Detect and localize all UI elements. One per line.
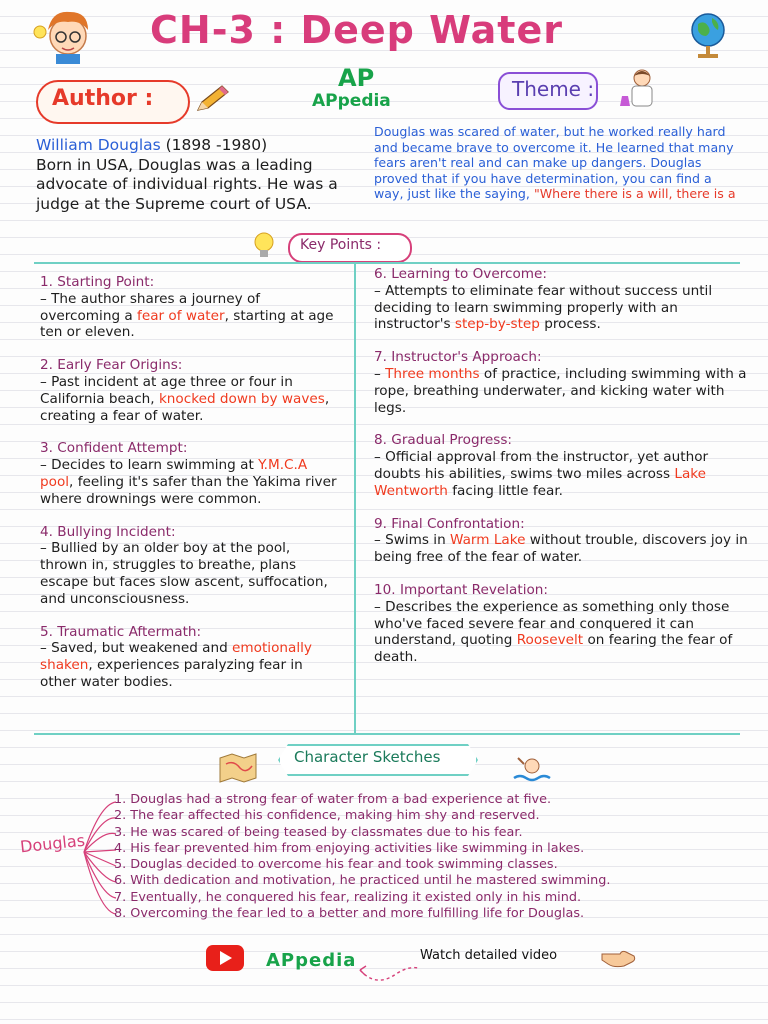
- key-point-title: 6. Learning to Overcome:: [374, 266, 547, 282]
- key-point-text: of practice, including swimming with a rope, breathing underwater, and kicking water with legs.: [374, 365, 747, 416]
- scientist-icon: [618, 66, 662, 110]
- key-point-highlight: Roosevelt: [516, 632, 584, 649]
- key-point-text: , feeling it's safer than the Yakima river where drownings were common.: [40, 473, 337, 507]
- pointing-hand-icon: [600, 944, 636, 970]
- key-point-title: 8. Gradual Progress:: [374, 432, 513, 449]
- key-point-item: [40, 440, 340, 507]
- theme-quote: "Where there is a will, there is a: [533, 186, 736, 202]
- globe-icon: [686, 10, 730, 60]
- list-item: 2. The fear affected his confidence, making him shy and reserved.: [114, 808, 540, 824]
- key-point-highlight: knocked down by waves: [158, 390, 325, 407]
- top-divider: [34, 262, 740, 264]
- key-points-right-column: [374, 266, 754, 682]
- key-point-title: 1. Starting Point:: [40, 274, 155, 290]
- bottom-divider: [34, 733, 740, 735]
- pencil-icon: [194, 84, 230, 114]
- key-point-text: facing little fear.: [447, 482, 564, 499]
- character-sketch-list: [114, 792, 734, 922]
- key-point-title: 7. Instructor's Approach:: [374, 349, 542, 366]
- key-point-text: , starting at age ten or eleven.: [40, 307, 334, 341]
- key-point-text: – Official approval from the instructor, yet author doubts his abilities, swims two miles across: [374, 449, 709, 482]
- author-bio-block: [36, 136, 346, 214]
- key-point-item: [374, 432, 754, 499]
- key-point-text: – Describes the experience as something only those who've faced severe fear and conquered it can understand, quoting: [374, 598, 730, 649]
- map-icon: [218, 752, 258, 784]
- key-point-title: 3. Confident Attempt:: [40, 440, 188, 457]
- list-item: 8. Overcoming the fear led to a better and more fulfilling life for Douglas.: [114, 906, 585, 922]
- watch-video-link[interactable]: Watch detailed video: [420, 948, 558, 963]
- list-item: 1. Douglas had a strong fear of water from a bad experience at five.: [114, 792, 552, 807]
- key-point-text: – Decides to learn swimming at: [40, 457, 259, 474]
- key-point-title: 10. Important Revelation:: [374, 581, 548, 598]
- key-point-text: – Attempts to eliminate fear without success until deciding to learn swimming properly with an instructor's: [374, 282, 713, 333]
- key-point-text: – The author shares a journey of overcoming a: [40, 290, 261, 324]
- key-point-highlight: step-by-step: [454, 316, 540, 333]
- author-name: William Douglas: [36, 136, 161, 154]
- author-label: Author :: [52, 86, 154, 111]
- page-title: CH-3 : Deep Water: [150, 8, 563, 52]
- lightbulb-icon: [250, 230, 278, 262]
- author-bio: Born in USA, Douglas was a leading advocate of individual rights. He was a judge at the Supreme court of USA.: [36, 155, 338, 213]
- key-point-highlight: emotionally shaken: [40, 640, 312, 674]
- dotted-arrow: [356, 956, 422, 986]
- key-point-item: [40, 357, 340, 424]
- key-point-item: [374, 266, 754, 333]
- key-point-text: – Bullied by an older boy at the pool, thrown in, struggles to breathe, plans escape but faces slow ascent, suffocation, and unconsciousness.: [40, 540, 328, 607]
- key-point-text: , creating a fear of water.: [40, 390, 330, 424]
- logo-letters: AP: [338, 64, 375, 92]
- key-point-text: – Swims in: [374, 532, 451, 549]
- key-point-text: – Saved, but weakened and: [40, 640, 233, 657]
- logo-text: APpedia: [312, 91, 391, 111]
- author-years: (1898 -1980): [160, 136, 268, 154]
- list-item: 7. Eventually, he conquered his fear, realizing it existed only in his mind.: [114, 889, 582, 905]
- key-point-highlight: Three months: [385, 365, 480, 382]
- key-point-title: 5. Traumatic Aftermath:: [40, 623, 202, 640]
- key-point-title: 9. Final Confrontation:: [374, 515, 525, 532]
- key-point-text: without trouble, discovers joy in being free of the fear of water.: [374, 532, 748, 566]
- key-point-text: on fearing the fear of death.: [374, 632, 733, 666]
- key-point-item: [40, 524, 340, 608]
- key-point-item: [40, 274, 340, 341]
- key-points-left-column: [40, 274, 340, 707]
- character-name: Douglas: [19, 830, 86, 857]
- key-point-highlight: fear of water: [137, 307, 225, 324]
- character-sketches-label: Character Sketches: [294, 748, 441, 766]
- key-point-text: , experiences paralyzing fear in other water bodies.: [40, 657, 303, 690]
- key-point-highlight: Lake Wentworth: [374, 465, 707, 499]
- key-point-title: 2. Early Fear Origins:: [40, 357, 183, 374]
- play-icon: [220, 951, 232, 965]
- list-item: 6. With dedication and motivation, he practiced until he mastered swimming.: [114, 873, 611, 889]
- theme-text: Douglas was scared of water, but he worked really hard and became brave to overcome it. He learned that many fears aren't real and can make up dangers. Douglas proved that if you have determination, you can find a way, just like the saying,: [374, 124, 734, 202]
- key-point-item: [374, 516, 754, 566]
- key-point-item: [40, 624, 340, 691]
- key-points-label: Key Points :: [300, 237, 382, 253]
- theme-label: Theme :: [512, 77, 595, 101]
- theme-text-block: [374, 124, 744, 218]
- key-point-item: [374, 349, 754, 416]
- key-point-text: –: [374, 365, 386, 382]
- key-point-text: process.: [539, 316, 601, 333]
- key-point-highlight: Y.M.C.A pool: [40, 457, 308, 490]
- column-divider: [354, 262, 356, 734]
- key-point-highlight: Warm Lake: [450, 532, 526, 549]
- footer-brand[interactable]: APpedia: [266, 950, 357, 971]
- boy-avatar-icon: [30, 4, 100, 64]
- key-point-text: – Past incident at age three or four in California beach,: [40, 373, 293, 407]
- list-item: 4. His fear prevented him from enjoying activities like swimming in lakes.: [114, 840, 585, 856]
- list-item: 3. He was scared of being teased by classmates due to his fear.: [114, 824, 523, 840]
- key-point-item: [374, 582, 754, 666]
- swimmer-icon: [512, 754, 552, 786]
- key-point-title: 4. Bullying Incident:: [40, 523, 176, 540]
- list-item: 5. Douglas decided to overcome his fear and took swimming classes.: [114, 857, 558, 873]
